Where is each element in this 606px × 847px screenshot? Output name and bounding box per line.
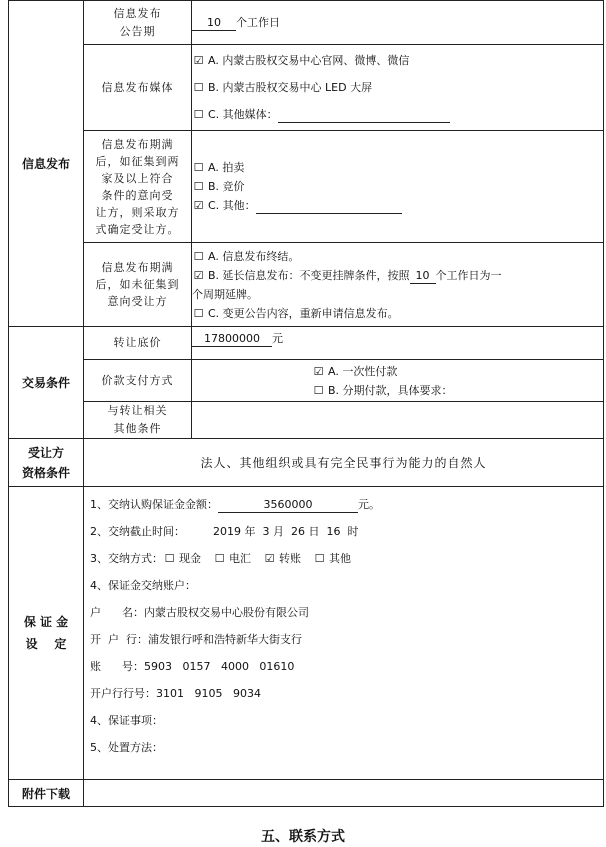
checkbox-empty-icon: ☐ xyxy=(193,81,204,94)
section-info-release: 信息发布 xyxy=(9,1,84,327)
checkbox-checked-icon[interactable]: ☑ xyxy=(264,552,275,565)
multi-option-a[interactable]: ☐ A. 拍卖 xyxy=(192,158,603,177)
no-bidder-options xyxy=(192,243,604,327)
deposit-amount: 1、交纳认购保证金金额： 3560000 元。 xyxy=(90,498,380,511)
checkbox-checked-icon: ☑ xyxy=(193,268,204,282)
checkbox-empty-icon: ☐ xyxy=(193,306,204,320)
multi-bidder-label: 信息发布期满 后，如征集到两 家及以上符合 条件的意向受 让方，则采取方 式确定受让方。 xyxy=(84,131,192,243)
section-trade-conditions: 交易条件 xyxy=(9,327,84,439)
deposit-account-heading: 4、保证金交纳账户： xyxy=(90,579,196,592)
multi-bidder-options xyxy=(192,131,604,243)
listing-form-table xyxy=(8,0,604,807)
account-name: 户 名：内蒙古股权交易中心股份有限公司 xyxy=(90,606,309,619)
no-bidder-option-b[interactable]: ☑ B. 延长信息发布：不变更挂牌条件，按照 10 个工作日为一 xyxy=(192,266,603,285)
section-deposit-settings: 保 证 金 设 定 xyxy=(9,487,84,780)
deposit-details xyxy=(84,487,604,780)
disposal-method: 5、处置方法： xyxy=(90,741,163,754)
checkbox-empty-icon[interactable]: ☐ xyxy=(164,552,175,565)
payment-option-b[interactable]: ☐ B. 分期付款，具体要求： xyxy=(312,381,603,400)
media-option-b[interactable]: ☐ B. 内蒙古股权交易中心 LED 大屏 xyxy=(192,74,603,101)
no-bidder-option-b-cont: 个周期延牌。 xyxy=(192,287,258,301)
deposit-deadline: 2、交纳截止时间： 2019 年 3 月 26 日 16 时 xyxy=(90,525,359,538)
no-bidder-label: 信息发布期满 后，如未征集到 意向受让方 xyxy=(84,243,192,327)
attachment-download-value[interactable] xyxy=(84,780,604,807)
checkbox-empty-icon: ☐ xyxy=(193,108,204,121)
multi-option-b[interactable]: ☐ B. 竞价 xyxy=(192,177,603,196)
payment-option-a[interactable]: ☑ A. 一次性付款 xyxy=(312,362,603,381)
announcement-period-label: 信息发布 公告期 xyxy=(84,1,192,45)
media-options xyxy=(192,45,604,131)
payment-method-options xyxy=(192,360,604,402)
no-bidder-option-c[interactable]: ☐ C. 变更公告内容，重新申请信息发布。 xyxy=(192,304,603,323)
base-price-label: 转让底价 xyxy=(84,327,192,360)
base-price-value: 17800000 元 xyxy=(192,327,604,360)
media-label: 信息发布媒体 xyxy=(84,45,192,131)
checkbox-empty-icon[interactable]: ☐ xyxy=(214,552,225,565)
section-attachment-download: 附件下载 xyxy=(9,780,84,807)
guarantee-items: 4、保证事项： xyxy=(90,714,163,727)
checkbox-checked-icon: ☑ xyxy=(193,199,204,212)
account-bank: 开 户 行：浦发银行呼和浩特新华大街支行 xyxy=(90,633,302,646)
checkbox-checked-icon: ☑ xyxy=(313,364,324,378)
bank-code: 开户行行号：3101 9105 9034 xyxy=(90,687,261,700)
checkbox-checked-icon: ☑ xyxy=(193,54,204,67)
deposit-method: 3、交纳方式： ☐ 现金 ☐ 电汇 ☑ 转账 ☐ 其他 xyxy=(90,545,603,572)
section-buyer-qualification: 受让方 资格条件 xyxy=(9,439,84,487)
media-option-c[interactable]: ☐ C. 其他媒体： xyxy=(192,101,603,128)
section-heading-contact: 五、联系方式 xyxy=(261,829,345,845)
payment-method-label: 价款支付方式 xyxy=(84,360,192,402)
checkbox-empty-icon: ☐ xyxy=(193,180,204,193)
other-conditions-label: 与转让相关 其他条件 xyxy=(84,402,192,439)
buyer-qualification-text: 法人、其他组织或具有完全民事行为能力的自然人 xyxy=(84,439,604,487)
checkbox-empty-icon: ☐ xyxy=(193,161,204,174)
checkbox-empty-icon[interactable]: ☐ xyxy=(314,552,325,565)
media-option-a[interactable]: ☑ A. 内蒙古股权交易中心官网、微博、微信 xyxy=(192,47,603,74)
no-bidder-option-a[interactable]: ☐ A. 信息发布终结。 xyxy=(192,247,603,266)
checkbox-empty-icon: ☐ xyxy=(193,249,204,263)
account-number: 账 号：5903 0157 4000 01610 xyxy=(90,660,295,673)
other-conditions-value xyxy=(192,402,604,439)
multi-option-c[interactable]: ☑ C. 其他： xyxy=(192,196,603,215)
announcement-period-value: 10 个工作日 xyxy=(192,1,604,45)
checkbox-empty-icon: ☐ xyxy=(313,383,324,397)
